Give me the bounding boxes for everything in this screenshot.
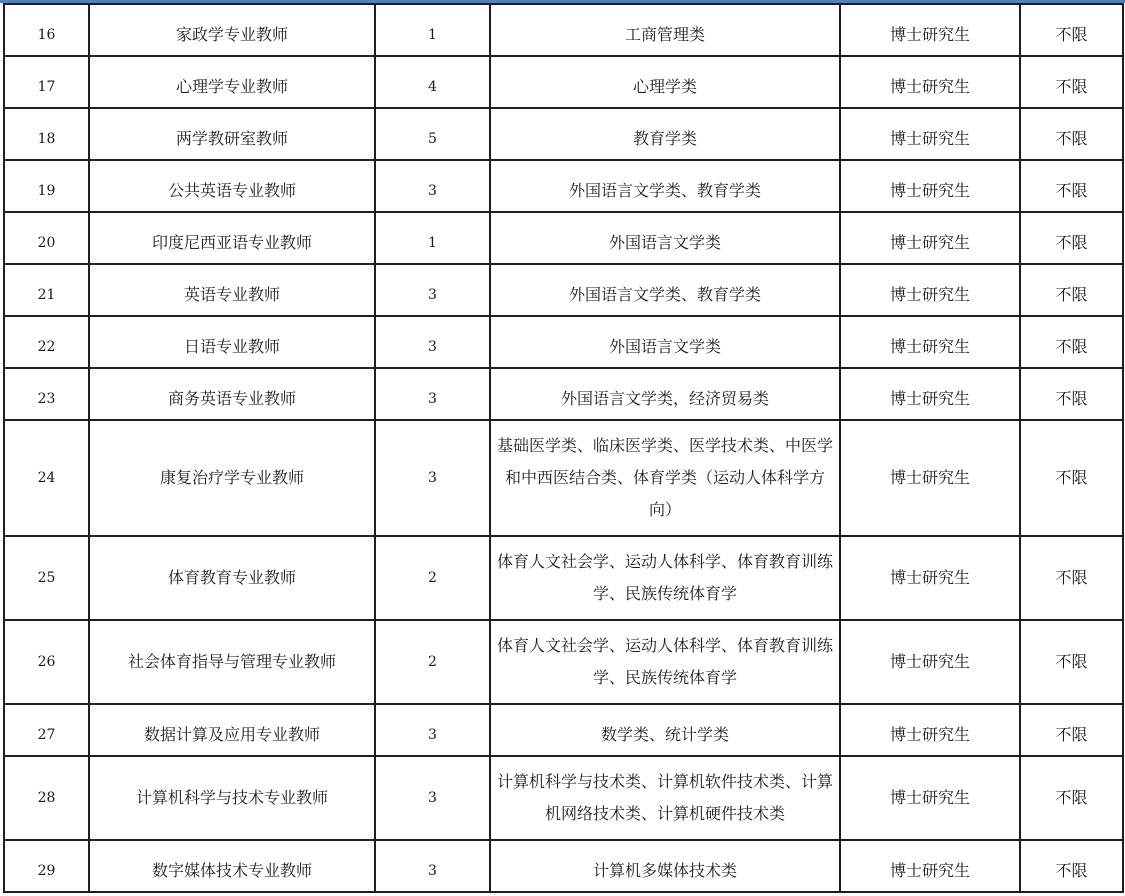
major-requirement: 计算机科学与技术类、计算机软件技术类、计算机网络技术类、计算机硬件技术类 [490,756,840,840]
table-row [4,620,1123,704]
position-name: 日语专业教师 [89,316,375,368]
degree-requirement: 博士研究生 [840,264,1020,316]
table-row [4,4,1123,56]
row-number: 21 [4,264,89,316]
row-number: 28 [4,756,89,840]
table-row [4,704,1123,756]
major-requirement: 数学类、统计学类 [490,704,840,756]
major-requirement: 外国语言文学类、教育学类 [490,160,840,212]
position-name: 体育教育专业教师 [89,536,375,620]
major-requirement: 外国语言文学类，经济贸易类 [490,368,840,420]
hire-count: 2 [375,620,490,704]
other-limit: 不限 [1020,756,1123,840]
position-name: 英语专业教师 [89,264,375,316]
position-name: 家政学专业教师 [89,4,375,56]
hire-count: 2 [375,536,490,620]
row-number: 19 [4,160,89,212]
hire-count: 3 [375,264,490,316]
other-limit: 不限 [1020,840,1123,892]
row-number: 29 [4,840,89,892]
table-row [4,264,1123,316]
major-requirement: 外国语言文学类 [490,316,840,368]
hire-count: 3 [375,840,490,892]
other-limit: 不限 [1020,536,1123,620]
position-name: 康复治疗学专业教师 [89,420,375,536]
degree-requirement: 博士研究生 [840,368,1020,420]
major-requirement: 体育人文社会学、运动人体科学、体育教育训练学、民族传统体育学 [490,620,840,704]
position-name: 数据计算及应用专业教师 [89,704,375,756]
degree-requirement: 博士研究生 [840,620,1020,704]
table-row [4,160,1123,212]
table-row [4,420,1123,536]
hire-count: 3 [375,420,490,536]
table-row [4,840,1123,892]
degree-requirement: 博士研究生 [840,56,1020,108]
other-limit: 不限 [1020,108,1123,160]
row-number: 18 [4,108,89,160]
table-row [4,108,1123,160]
table-row [4,56,1123,108]
other-limit: 不限 [1020,212,1123,264]
row-number: 16 [4,4,89,56]
row-number: 27 [4,704,89,756]
other-limit: 不限 [1020,160,1123,212]
major-requirement: 体育人文社会学、运动人体科学、体育教育训练学、民族传统体育学 [490,536,840,620]
hire-count: 1 [375,4,490,56]
row-number: 23 [4,368,89,420]
major-requirement: 外国语言文学类、教育学类 [490,264,840,316]
table-row [4,368,1123,420]
other-limit: 不限 [1020,620,1123,704]
row-number: 25 [4,536,89,620]
major-requirement: 工商管理类 [490,4,840,56]
major-requirement: 基础医学类、临床医学类、医学技术类、中医学和中西医结合类、体育学类（运动人体科学方向） [490,420,840,536]
hire-count: 4 [375,56,490,108]
row-number: 22 [4,316,89,368]
major-requirement: 心理学类 [490,56,840,108]
row-number: 20 [4,212,89,264]
other-limit: 不限 [1020,264,1123,316]
table-row [4,756,1123,840]
position-name: 两学教研室教师 [89,108,375,160]
position-name: 计算机科学与技术专业教师 [89,756,375,840]
hire-count: 1 [375,212,490,264]
degree-requirement: 博士研究生 [840,704,1020,756]
table-row [4,316,1123,368]
other-limit: 不限 [1020,316,1123,368]
degree-requirement: 博士研究生 [840,212,1020,264]
hire-count: 3 [375,160,490,212]
degree-requirement: 博士研究生 [840,160,1020,212]
other-limit: 不限 [1020,56,1123,108]
degree-requirement: 博士研究生 [840,420,1020,536]
hire-count: 3 [375,316,490,368]
row-number: 24 [4,420,89,536]
table-row [4,212,1123,264]
position-name: 社会体育指导与管理专业教师 [89,620,375,704]
table-row [4,536,1123,620]
hire-count: 3 [375,756,490,840]
position-name: 数字媒体技术专业教师 [89,840,375,892]
degree-requirement: 博士研究生 [840,4,1020,56]
position-name: 印度尼西亚语专业教师 [89,212,375,264]
recruitment-table [3,3,1124,893]
row-number: 17 [4,56,89,108]
major-requirement: 教育学类 [490,108,840,160]
hire-count: 5 [375,108,490,160]
other-limit: 不限 [1020,704,1123,756]
position-name: 心理学专业教师 [89,56,375,108]
other-limit: 不限 [1020,368,1123,420]
degree-requirement: 博士研究生 [840,108,1020,160]
major-requirement: 计算机多媒体技术类 [490,840,840,892]
hire-count: 3 [375,368,490,420]
hire-count: 3 [375,704,490,756]
position-name: 商务英语专业教师 [89,368,375,420]
degree-requirement: 博士研究生 [840,840,1020,892]
other-limit: 不限 [1020,4,1123,56]
degree-requirement: 博士研究生 [840,536,1020,620]
degree-requirement: 博士研究生 [840,756,1020,840]
row-number: 26 [4,620,89,704]
degree-requirement: 博士研究生 [840,316,1020,368]
major-requirement: 外国语言文学类 [490,212,840,264]
other-limit: 不限 [1020,420,1123,536]
position-name: 公共英语专业教师 [89,160,375,212]
